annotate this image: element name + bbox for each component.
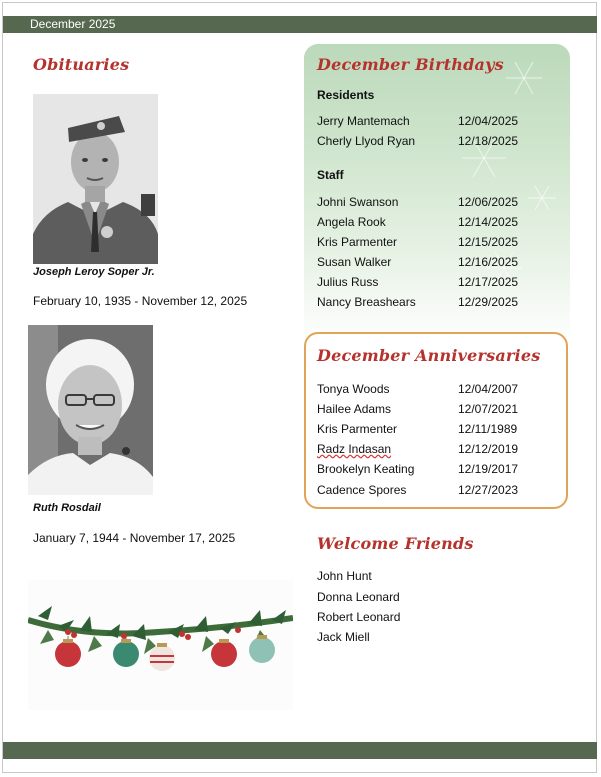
welcome-heading: Welcome Friends: [317, 534, 474, 553]
resident-birthday-row: [317, 114, 557, 130]
residents-label: Residents: [317, 88, 375, 102]
birthday-date: 12/18/2025: [458, 134, 519, 148]
anniversary-date: 12/19/2017: [458, 462, 519, 476]
staff-birthday-row: [317, 255, 557, 271]
anniversary-name: Hailee Adams: [317, 402, 392, 416]
obituary-name-2: Ruth Rosdail: [33, 502, 101, 514]
birthdays-heading: December Birthdays: [317, 55, 504, 74]
welcome-name: John Hunt: [317, 569, 372, 583]
resident-birthday-row: [317, 134, 557, 150]
staff-birthday-row: [317, 275, 557, 291]
birthday-name: Johni Swanson: [317, 195, 399, 209]
anniversary-row: [317, 442, 557, 458]
birthday-name: Jerry Mantemach: [317, 114, 410, 128]
anniversaries-heading: December Anniversaries: [317, 346, 541, 365]
staff-birthday-row: [317, 215, 557, 231]
anniversary-row: [317, 483, 557, 499]
holiday-garland-image: [28, 580, 293, 710]
birthday-name: Cherly Llyod Ryan: [317, 134, 416, 148]
anniversary-row: [317, 462, 557, 478]
anniversary-name: Radz Indasan: [317, 442, 392, 456]
anniversary-name: Tonya Woods: [317, 382, 390, 396]
birthday-date: 12/15/2025: [458, 235, 519, 249]
birthday-date: 12/06/2025: [458, 195, 519, 209]
anniversary-name: Cadence Spores: [317, 483, 407, 497]
birthday-date: 12/14/2025: [458, 215, 519, 229]
anniversary-row: [317, 382, 557, 398]
birthday-name: Julius Russ: [317, 275, 379, 289]
month-label: December 2025: [30, 17, 116, 31]
birthday-name: Angela Rook: [317, 215, 386, 229]
footer-band: [3, 742, 597, 759]
anniversary-date: 12/27/2023: [458, 483, 519, 497]
staff-birthday-row: [317, 295, 557, 311]
anniversary-row: [317, 402, 557, 418]
anniversary-row: [317, 422, 557, 438]
birthday-date: 12/04/2025: [458, 114, 519, 128]
anniversary-date: 12/11/1989: [458, 422, 518, 436]
staff-birthday-row: [317, 195, 557, 211]
welcome-name: Robert Leonard: [317, 610, 401, 624]
obituaries-heading: Obituaries: [33, 55, 130, 74]
birthday-name: Kris Parmenter: [317, 235, 398, 249]
obituary-dates-1: February 10, 1935 - November 12, 2025: [33, 294, 248, 308]
staff-label: Staff: [317, 168, 344, 182]
birthday-name: Susan Walker: [317, 255, 392, 269]
anniversary-date: 12/04/2007: [458, 382, 519, 396]
birthday-date: 12/17/2025: [458, 275, 519, 289]
staff-birthday-row: [317, 235, 557, 251]
birthday-date: 12/16/2025: [458, 255, 519, 269]
anniversary-date: 12/12/2019: [458, 442, 519, 456]
welcome-name: Donna Leonard: [317, 590, 400, 604]
obituary-dates-2: January 7, 1944 - November 17, 2025: [33, 531, 236, 545]
birthday-date: 12/29/2025: [458, 295, 519, 309]
obituary-name-1: Joseph Leroy Soper Jr.: [33, 266, 155, 278]
obituary-photo-2: [28, 325, 153, 495]
welcome-name: Jack Miell: [317, 630, 370, 644]
anniversary-date: 12/07/2021: [458, 402, 519, 416]
anniversary-name: Kris Parmenter: [317, 422, 398, 436]
obituary-photo-1: [33, 94, 158, 264]
birthday-name: Nancy Breashears: [317, 295, 416, 309]
anniversary-name: Brookelyn Keating: [317, 462, 415, 476]
